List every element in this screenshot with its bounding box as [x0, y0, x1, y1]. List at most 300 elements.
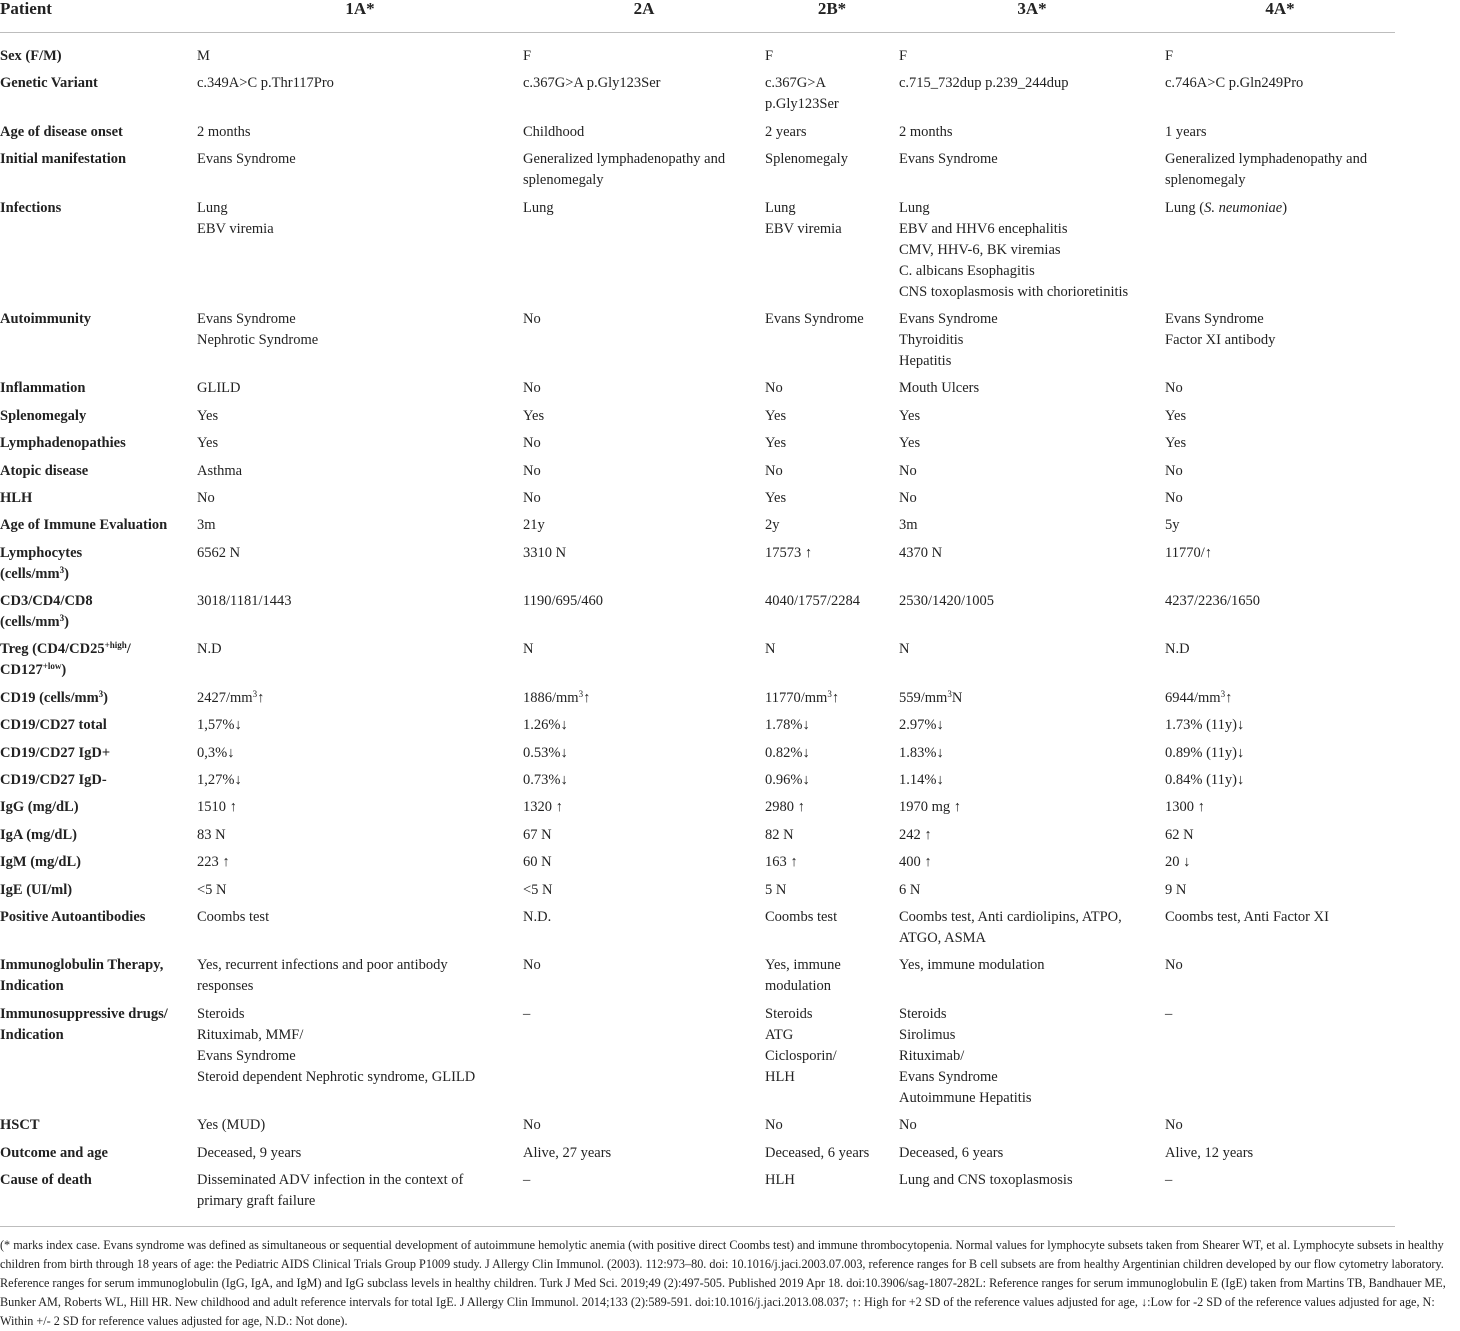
table-cell — [523, 378, 765, 405]
cell-line: No — [523, 435, 541, 452]
cell-line: 82 N — [765, 826, 794, 843]
cell-line: 0.96%↓ — [765, 772, 810, 789]
table-row — [0, 1004, 1395, 1115]
table-cell — [765, 149, 899, 197]
cell-line: F — [1165, 48, 1174, 64]
cell-line: $559/mm^3N$ — [899, 688, 963, 706]
table-cell — [765, 378, 899, 405]
cell-line: – — [1165, 1005, 1173, 1022]
table-row — [0, 309, 1395, 378]
table-cell — [1165, 907, 1395, 955]
table-cell — [765, 797, 899, 824]
table-cell — [523, 433, 765, 460]
table-cell — [899, 515, 1165, 542]
table-cell — [197, 515, 523, 542]
cell-line: $11770/mm^3↑$ — [765, 688, 840, 706]
cell-line: 20 ↓ — [1165, 854, 1191, 871]
table-row — [0, 461, 1395, 488]
header-patient-2b: 2B* — [817, 0, 847, 18]
cell-line: Evans Syndrome — [899, 310, 998, 327]
table-cell — [1165, 543, 1395, 591]
cell-line: – — [523, 1005, 531, 1022]
table-cell — [523, 639, 765, 687]
cell-line: N.D — [197, 641, 222, 658]
table-body — [0, 33, 1395, 1219]
table-row — [0, 852, 1395, 879]
cell-line: Steroid dependent Nephrotic syndrome, GLILD — [197, 1068, 476, 1085]
cell-line: 9 N — [1165, 881, 1187, 898]
cell-line: Generalized lymphadenopathy and — [1165, 151, 1368, 168]
table-cell — [523, 770, 765, 797]
table-row — [0, 688, 1395, 715]
cell-line: F — [523, 48, 532, 64]
cell-line: Evans Syndrome — [1165, 310, 1264, 327]
cell-line: No — [765, 1117, 783, 1134]
table-cell — [899, 743, 1165, 770]
cell-line: 2y — [765, 517, 780, 534]
cell-line: EBV and HHV6 encephalitis — [899, 220, 1068, 237]
cell-line: <5 N — [523, 881, 553, 898]
cell-line: 0.84% (11y)↓ — [1165, 772, 1245, 789]
cell-line: 83 N — [197, 826, 226, 843]
cell-line: No — [1165, 957, 1183, 974]
table-cell — [523, 1170, 765, 1218]
cell-line: F — [899, 48, 908, 64]
row-label: Splenomegaly — [0, 407, 87, 424]
table-cell — [765, 880, 899, 907]
row-label: CD19/CD27 IgD- — [0, 772, 107, 789]
table-cell — [765, 461, 899, 488]
table-cell — [197, 1170, 523, 1218]
cell-line: 11770/↑ — [1165, 544, 1212, 561]
cell-line: Deceased, 9 years — [197, 1144, 302, 1161]
cell-line: 1 years — [1165, 123, 1207, 140]
cell-line: Lung (S. neumoniae) — [1165, 199, 1288, 216]
cell-line: EBV viremia — [197, 220, 274, 237]
table-cell — [899, 378, 1165, 405]
cell-line: p.Gly123Ser — [765, 96, 839, 113]
table-cell — [765, 743, 899, 770]
cell-line: Evans Syndrome — [899, 151, 998, 168]
table-row — [0, 198, 1395, 309]
row-label: IgM (mg/dL) — [0, 854, 81, 871]
table-cell — [765, 309, 899, 378]
cell-line: 62 N — [1165, 826, 1194, 843]
table-cell — [523, 743, 765, 770]
table-cell — [523, 198, 765, 309]
table-row — [0, 1115, 1395, 1142]
table-cell — [1165, 1115, 1395, 1142]
table-cell — [523, 907, 765, 955]
table-cell — [1165, 488, 1395, 515]
table-cell — [197, 122, 523, 149]
table-row — [0, 33, 1395, 74]
cell-line: Hepatitis — [899, 352, 952, 369]
cell-line: Sirolimus — [899, 1026, 956, 1043]
table-cell — [523, 488, 765, 515]
table-cell — [523, 825, 765, 852]
table-row — [0, 770, 1395, 797]
table-cell — [765, 488, 899, 515]
table-cell — [899, 825, 1165, 852]
cell-line: 4040/1757/2284 — [765, 593, 861, 610]
table-cell — [1165, 515, 1395, 542]
cell-line: Childhood — [523, 123, 585, 140]
row-label: Age of disease onset — [0, 123, 123, 140]
table-cell — [197, 433, 523, 460]
cell-line: Yes — [1165, 435, 1187, 452]
cell-line: 2 months — [197, 123, 251, 140]
table-cell — [765, 1004, 899, 1115]
cell-line: 1,27%↓ — [197, 772, 242, 789]
cell-line: No — [523, 1117, 541, 1134]
table-cell — [1165, 309, 1395, 378]
table-cell — [1165, 715, 1395, 742]
table-cell — [899, 880, 1165, 907]
table-row — [0, 406, 1395, 433]
cell-line: 5 N — [765, 881, 787, 898]
cell-line: Steroids — [765, 1005, 813, 1022]
table-cell — [523, 461, 765, 488]
row-label: Atopic disease — [0, 462, 89, 479]
table-cell — [523, 591, 765, 639]
table-cell — [1165, 73, 1395, 121]
table-cell — [523, 543, 765, 591]
cell-line: 2 months — [899, 123, 953, 140]
table-cell — [1165, 433, 1395, 460]
header-patient-2a: 2A — [633, 0, 655, 18]
cell-line: Splenomegaly — [765, 151, 848, 168]
cell-line: No — [523, 462, 541, 479]
cell-line: ATGO, ASMA — [899, 929, 987, 946]
cell-line: <5 N — [197, 881, 227, 898]
table-cell — [197, 715, 523, 742]
cell-line: No — [1165, 1117, 1183, 1134]
cell-line: 2.97%↓ — [899, 717, 944, 734]
row-label: Lymphadenopathies — [0, 435, 126, 452]
table-cell — [1165, 880, 1395, 907]
cell-line: 3018/1181/1443 — [197, 593, 292, 610]
cell-line: Generalized lymphadenopathy and — [523, 151, 726, 168]
cell-line: HLH — [765, 1171, 795, 1188]
cell-line: Lung and CNS toxoplasmosis — [899, 1171, 1073, 1188]
cell-line: 1970 mg ↑ — [899, 799, 962, 816]
cell-line: 67 N — [523, 826, 552, 843]
table-cell — [1165, 461, 1395, 488]
cell-line: 0,3%↓ — [197, 744, 235, 761]
cell-line: Evans Syndrome — [765, 310, 864, 327]
cell-line: 1320 ↑ — [523, 799, 563, 816]
cell-line: $6944/mm^3↑$ — [1165, 688, 1233, 706]
table-cell — [899, 198, 1165, 309]
cell-line: 17573 ↑ — [765, 544, 813, 561]
cell-line: 4237/2236/1650 — [1165, 593, 1261, 610]
table-cell — [899, 406, 1165, 433]
cell-line: M — [197, 48, 210, 64]
cell-line: 400 ↑ — [899, 854, 932, 871]
table-cell — [523, 797, 765, 824]
table-row — [0, 1170, 1395, 1218]
cell-line: Ciclosporin/ — [765, 1047, 837, 1064]
cell-line: EBV viremia — [765, 220, 842, 237]
cell-line: 1.73% (11y)↓ — [1165, 717, 1245, 734]
cell-line: 0.89% (11y)↓ — [1165, 744, 1245, 761]
cell-line: Lung — [899, 199, 930, 216]
table-cell — [765, 907, 899, 955]
table-cell — [197, 378, 523, 405]
table-cell — [523, 880, 765, 907]
cell-line: 3m — [899, 517, 918, 534]
table-cell — [899, 149, 1165, 197]
cell-line: Alive, 12 years — [1165, 1144, 1254, 1161]
table-row — [0, 797, 1395, 824]
table-cell — [1165, 406, 1395, 433]
cell-line: Evans Syndrome — [899, 1068, 998, 1085]
cell-line: 6562 N — [197, 544, 241, 561]
row-label: Positive Autoantibodies — [0, 908, 146, 925]
cell-line: 1.78%↓ — [765, 717, 810, 734]
cell-line: Yes — [765, 435, 787, 452]
row-label: Outcome and age — [0, 1144, 108, 1161]
cell-line: Lung — [197, 199, 228, 216]
cell-line: 21y — [523, 517, 545, 534]
table-cell — [197, 955, 523, 1003]
row-label: IgG (mg/dL) — [0, 799, 79, 816]
table-row — [0, 955, 1395, 1003]
table-cell — [1165, 688, 1395, 715]
cell-line: splenomegaly — [1165, 172, 1246, 189]
table-cell — [523, 309, 765, 378]
table-cell — [899, 591, 1165, 639]
table-cell — [523, 852, 765, 879]
table-cell — [523, 33, 765, 74]
cell-line: Factor XI antibody — [1165, 331, 1276, 348]
table-cell — [899, 461, 1165, 488]
table-row — [0, 433, 1395, 460]
cell-line: Lung — [765, 199, 796, 216]
row-label: Initial manifestation — [0, 151, 127, 168]
table-cell — [197, 743, 523, 770]
cell-line: N — [523, 641, 534, 658]
cell-line: – — [1165, 1171, 1173, 1188]
table-cell — [1165, 770, 1395, 797]
table-cell — [765, 543, 899, 591]
cell-line: c.715_732dup p.239_244dup — [899, 75, 1069, 92]
table-cell — [899, 33, 1165, 74]
table-row — [0, 378, 1395, 405]
table-cell — [197, 149, 523, 197]
cell-line: Deceased, 6 years — [899, 1144, 1004, 1161]
cell-line: Coombs test, Anti Factor XI — [1165, 908, 1329, 925]
table-cell — [765, 73, 899, 121]
table-cell — [899, 688, 1165, 715]
table-cell — [197, 488, 523, 515]
table-cell — [899, 309, 1165, 378]
cell-line: Lung — [523, 199, 554, 216]
table-cell — [197, 1143, 523, 1170]
row-label: Inflammation — [0, 380, 86, 397]
table-cell — [765, 198, 899, 309]
table-cell — [765, 433, 899, 460]
row-label: Autoimmunity — [0, 310, 92, 327]
table-cell — [765, 770, 899, 797]
header-patient-label: Patient — [0, 0, 52, 18]
row-label: Immunoglobulin Therapy, Indication — [0, 957, 164, 995]
cell-line: No — [899, 1117, 917, 1134]
cell-line: 242 ↑ — [899, 826, 932, 843]
table-cell — [899, 543, 1165, 591]
cell-line: – — [523, 1171, 531, 1188]
cell-line: modulation — [765, 978, 832, 995]
cell-line: CMV, HHV-6, BK viremias — [899, 241, 1061, 258]
cell-line: c.746A>C p.Gln249Pro — [1165, 75, 1304, 92]
cell-line: 3310 N — [523, 544, 567, 561]
table-header-row — [0, 0, 1395, 33]
cell-line: No — [1165, 462, 1183, 479]
table-cell — [197, 852, 523, 879]
cell-line: Mouth Ulcers — [899, 380, 980, 397]
table-cell — [899, 122, 1165, 149]
table-cell — [523, 1115, 765, 1142]
footer-rule — [0, 1226, 1395, 1227]
cell-line: Yes — [1165, 407, 1187, 424]
cell-line: No — [523, 957, 541, 974]
row-label: Sex (F/M) — [0, 48, 62, 64]
table-cell — [1165, 1143, 1395, 1170]
table-cell — [197, 1004, 523, 1115]
cell-line: ATG — [765, 1026, 794, 1043]
table-cell — [899, 1143, 1165, 1170]
cell-line: primary graft failure — [197, 1192, 316, 1209]
cell-line: Rituximab, MMF/ — [197, 1026, 304, 1043]
cell-line: No — [523, 380, 541, 397]
cell-line: Yes — [899, 407, 921, 424]
row-label: IgA (mg/dL) — [0, 826, 77, 843]
table-cell — [197, 907, 523, 955]
cell-line: Disseminated ADV infection in the context of — [197, 1171, 464, 1188]
cell-line: Alive, 27 years — [523, 1144, 612, 1161]
table-cell — [765, 715, 899, 742]
table-cell — [1165, 639, 1395, 687]
cell-line: Asthma — [197, 462, 243, 479]
table-cell — [765, 33, 899, 74]
table-cell — [197, 797, 523, 824]
row-label: HLH — [0, 489, 33, 506]
cell-line: c.367G>A p.Gly123Ser — [523, 75, 661, 92]
table-cell — [523, 515, 765, 542]
row-label: Age of Immune Evaluation — [0, 517, 168, 534]
cell-line: Yes — [765, 489, 787, 506]
cell-line: 1.14%↓ — [899, 772, 944, 789]
table-row — [0, 825, 1395, 852]
table-footnote: (* marks index case. Evans syndrome was defined as simultaneous or sequential development of autoimmune hemolytic anemia (with positive direct Coombs test) and immune thrombocytopenia. Normal values for lymphocyte subsets taken from Shearer WT, et al. Lymphocyte subsets in healthy children from birth through 18 years of age: the Pediatric AIDS Clinical Trials Group P1009 study. J Allergy Clin Immunol. (2003). 112:973–80. doi: 10.1016/j.jaci.2003.07.003, reference ranges for B cell subsets are from healthy Argentinian children developed by our flow cytometry laboratory. Reference ranges for serum immunoglobulin (IgG, IgA, and IgM) and IgG subclass levels in healthy children. Turk J Med Sci. 2019;49 (2):497-505. Published 2019 Apr 18. doi:10.3906/sag-1807-282L: Reference ranges for serum immunoglobulin E (IgE) taken from Martins TB, Bandhauer ME, Bunker AM, Roberts WL, Hill HR. New childhood and adult reference intervals for total IgE. J Allergy Clin Immunol. 2014;133 (2):589-591. doi:10.1016/j.jaci.2013.08.037; ↑: High for +2 SD of the reference values adjusted for age, ↓:Low for -2 SD of the reference values adjusted for age, N: Within +/- 2 SD for reference values adjusted for age, N.D.: Not done). — [0, 1238, 1446, 1328]
cell-line: Thyroiditis — [899, 331, 964, 348]
table-cell — [1165, 378, 1395, 405]
table-cell — [1165, 852, 1395, 879]
row-label: CD19/CD27 total — [0, 717, 107, 734]
cell-line: 2 years — [765, 123, 807, 140]
row-label: Cause of death — [0, 1171, 92, 1188]
table-cell — [1165, 743, 1395, 770]
cell-line: N.D. — [523, 908, 552, 925]
cell-line: Yes (MUD) — [197, 1117, 266, 1134]
table-cell — [1165, 1004, 1395, 1115]
cell-line: F — [765, 48, 774, 64]
table-cell — [1165, 149, 1395, 197]
table-cell — [1165, 33, 1395, 74]
cell-line: splenomegaly — [523, 172, 604, 189]
table-row — [0, 515, 1395, 542]
cell-line: Rituximab/ — [899, 1047, 965, 1064]
cell-line: 1190/695/460 — [523, 593, 604, 610]
table-cell — [1165, 825, 1395, 852]
table-cell — [899, 715, 1165, 742]
cell-line: 1,57%↓ — [197, 717, 242, 734]
table-row — [0, 122, 1395, 149]
table-cell — [197, 880, 523, 907]
table-cell — [523, 149, 765, 197]
cell-line: 3m — [197, 517, 216, 534]
cell-line: 60 N — [523, 854, 552, 871]
table-row — [0, 715, 1395, 742]
cell-line: 4370 N — [899, 544, 943, 561]
table-row — [0, 73, 1395, 121]
cell-line: No — [765, 462, 783, 479]
cell-line: 163 ↑ — [765, 854, 798, 871]
table-cell — [765, 852, 899, 879]
table-row — [0, 1143, 1395, 1170]
table-cell — [197, 73, 523, 121]
cell-line: No — [765, 380, 783, 397]
cell-line: Yes, immune modulation — [899, 957, 1045, 974]
table-row — [0, 488, 1395, 515]
cell-line: $1886/mm^3↑$ — [523, 688, 591, 706]
cell-line: c.349A>C p.Thr117Pro — [197, 75, 334, 92]
table-cell — [197, 770, 523, 797]
cell-line: Coombs test, Anti cardiolipins, ATPO, — [899, 908, 1122, 925]
table-cell — [765, 955, 899, 1003]
table-row — [0, 743, 1395, 770]
cell-line: Evans Syndrome — [197, 1047, 296, 1064]
table-cell — [899, 1170, 1165, 1218]
table-cell — [1165, 122, 1395, 149]
table-cell — [523, 955, 765, 1003]
cell-line: Coombs test — [197, 908, 270, 925]
table-cell — [899, 488, 1165, 515]
table-cell — [197, 591, 523, 639]
cell-line: No — [523, 489, 541, 506]
cell-line: CNS toxoplasmosis with chorioretinitis — [899, 283, 1129, 300]
cell-line: No — [899, 462, 917, 479]
table-cell — [899, 852, 1165, 879]
table-cell — [765, 1115, 899, 1142]
table-row — [0, 591, 1395, 639]
cell-line: Steroids — [197, 1005, 245, 1022]
table-row — [0, 149, 1395, 197]
table-row — [0, 880, 1395, 907]
table-row — [0, 907, 1395, 955]
cell-line: Yes, immune — [765, 957, 841, 974]
cell-line: N — [765, 641, 776, 658]
cell-line: No — [899, 489, 917, 506]
cell-line: 2980 ↑ — [765, 799, 805, 816]
table-cell — [765, 1143, 899, 1170]
table-cell — [197, 825, 523, 852]
cell-line: C. albicans Esophagitis — [899, 262, 1035, 279]
cell-line: Evans Syndrome — [197, 151, 296, 168]
cell-line: Coombs test — [765, 908, 838, 925]
cell-line: Nephrotic Syndrome — [197, 331, 319, 348]
